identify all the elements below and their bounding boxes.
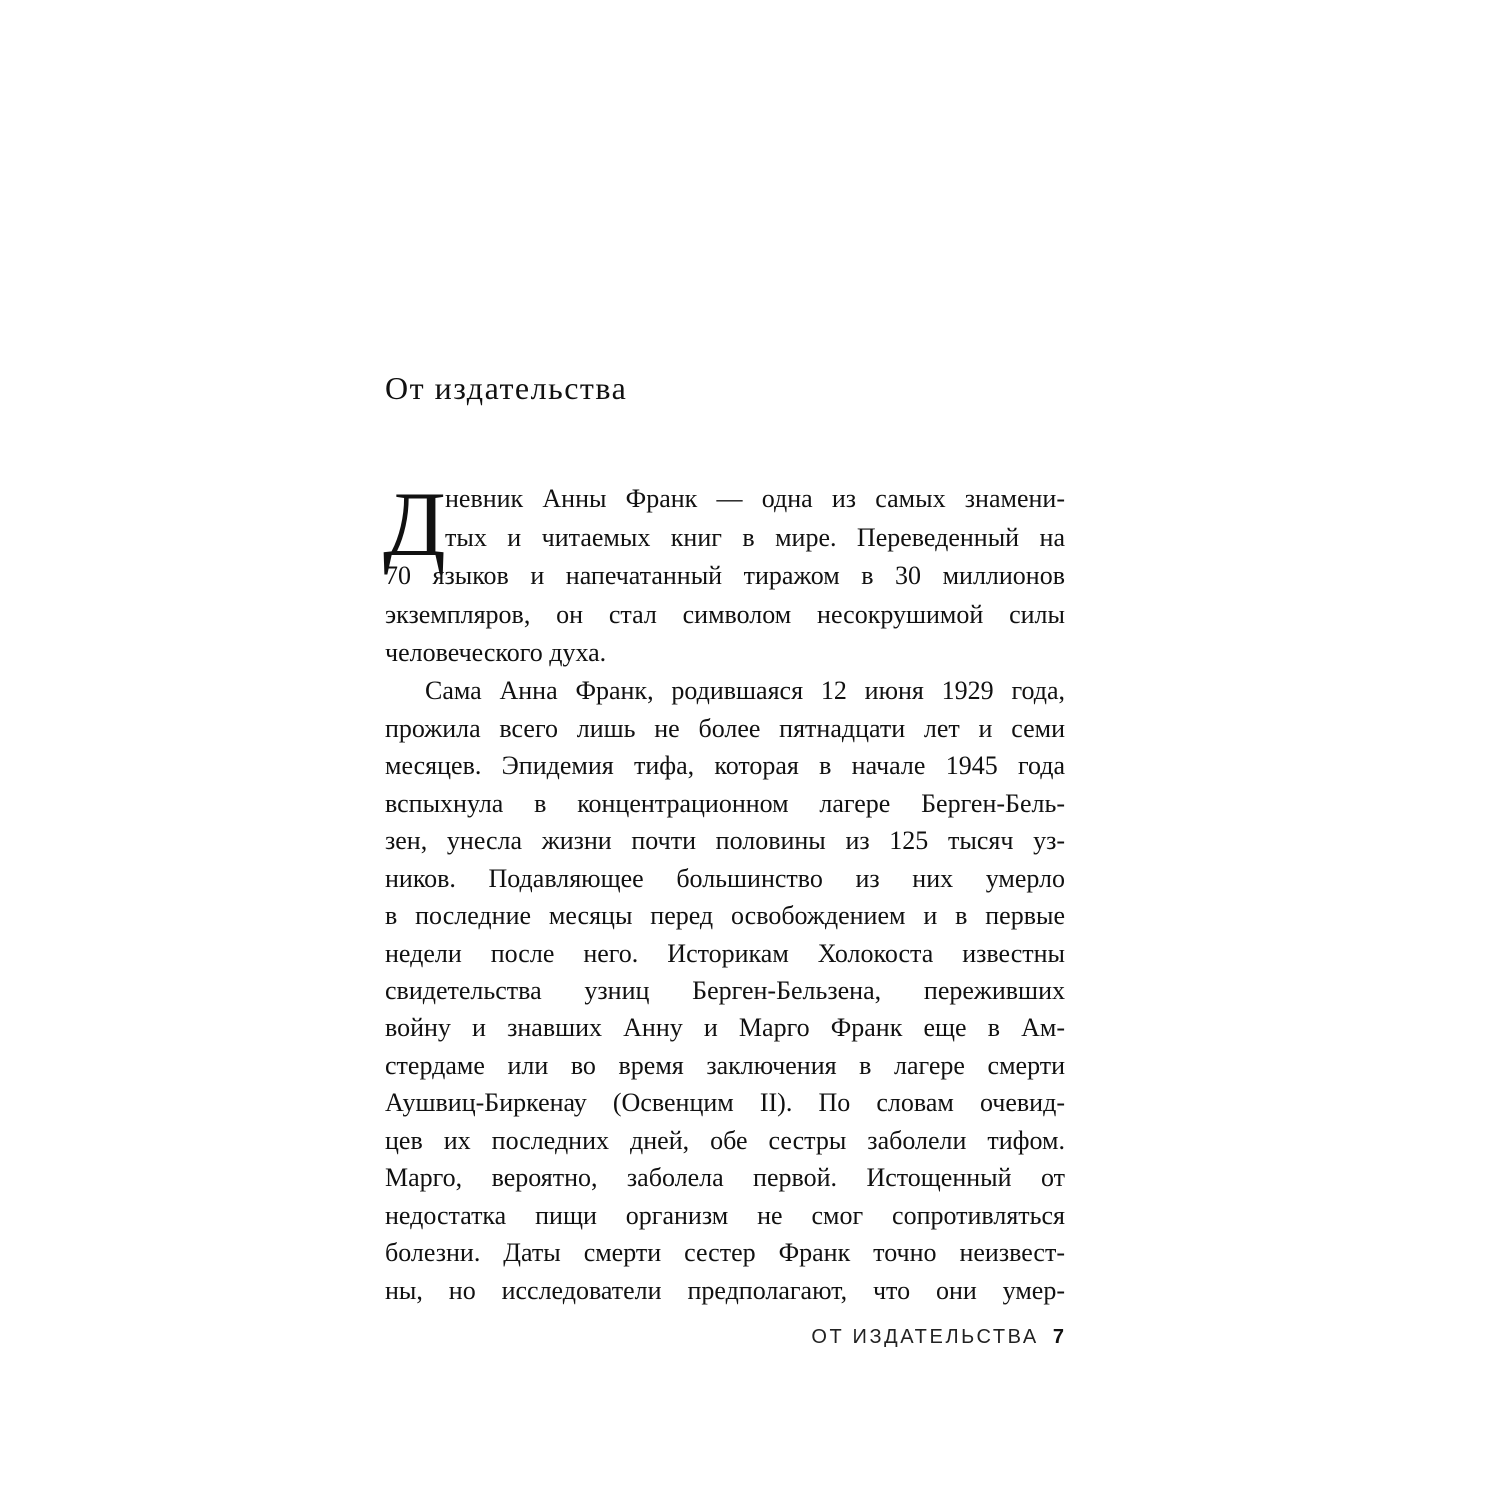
- text-line: ников. Подавляющее большинство из них умерло: [385, 864, 1065, 893]
- text-line: ны, но исследователи предполагают, что они умер-: [385, 1276, 1065, 1305]
- text-line: тых и читаемых книг в мире. Переведенный на: [445, 523, 1065, 552]
- text-line: цев их последних дней, обе сестры заболели тифом.: [385, 1126, 1065, 1155]
- text-line: Сама Анна Франк, родившаяся 12 июня 1929 года,: [425, 676, 1065, 705]
- drop-cap: Д: [383, 473, 446, 575]
- page-footer: [811, 1320, 1064, 1354]
- text-line: вспыхнула в концентрационном лагере Берген-Бель-: [385, 789, 1065, 818]
- text-line: Марго, вероятно, заболела первой. Истощенный от: [385, 1163, 1065, 1192]
- text-line: прожила всего лишь не более пятнадцати лет и семи: [385, 714, 1065, 743]
- page-number: 7: [1052, 1326, 1064, 1348]
- text-line: зен, унесла жизни почти половины из 125 тысяч уз-: [385, 826, 1065, 855]
- text-line: человеческого духа.: [385, 638, 607, 667]
- text-line: экземпляров, он стал символом несокрушимой силы: [385, 600, 1065, 629]
- text-line: войну и знавших Анну и Марго Франк еще в Ам-: [385, 1013, 1065, 1042]
- text-line: недостатка пищи организм не смог сопротивляться: [385, 1201, 1065, 1230]
- text-line: в последние месяцы перед освобождением и в первые: [385, 901, 1065, 930]
- text-line: невник Анны Франк — одна из самых знамени-: [445, 484, 1065, 513]
- text-line: стердаме или во время заключения в лагере смерти: [385, 1051, 1065, 1080]
- text-line: болезни. Даты смерти сестер Франк точно неизвест-: [385, 1238, 1065, 1267]
- text-line: Аушвиц-Биркенау (Освенцим II). По словам очевид-: [385, 1088, 1065, 1117]
- text-line: 70 языков и напечатанный тиражом в 30 миллионов: [385, 561, 1065, 590]
- running-head: ОТ ИЗДАТЕЛЬСТВА: [811, 1326, 1039, 1348]
- text-line: месяцев. Эпидемия тифа, которая в начале 1945 года: [385, 751, 1065, 780]
- text-line: свидетельства узниц Берген-Бельзена, переживших: [385, 976, 1065, 1005]
- text-line: недели после него. Историкам Холокоста известны: [385, 939, 1065, 968]
- chapter-title: От издательства: [385, 370, 628, 406]
